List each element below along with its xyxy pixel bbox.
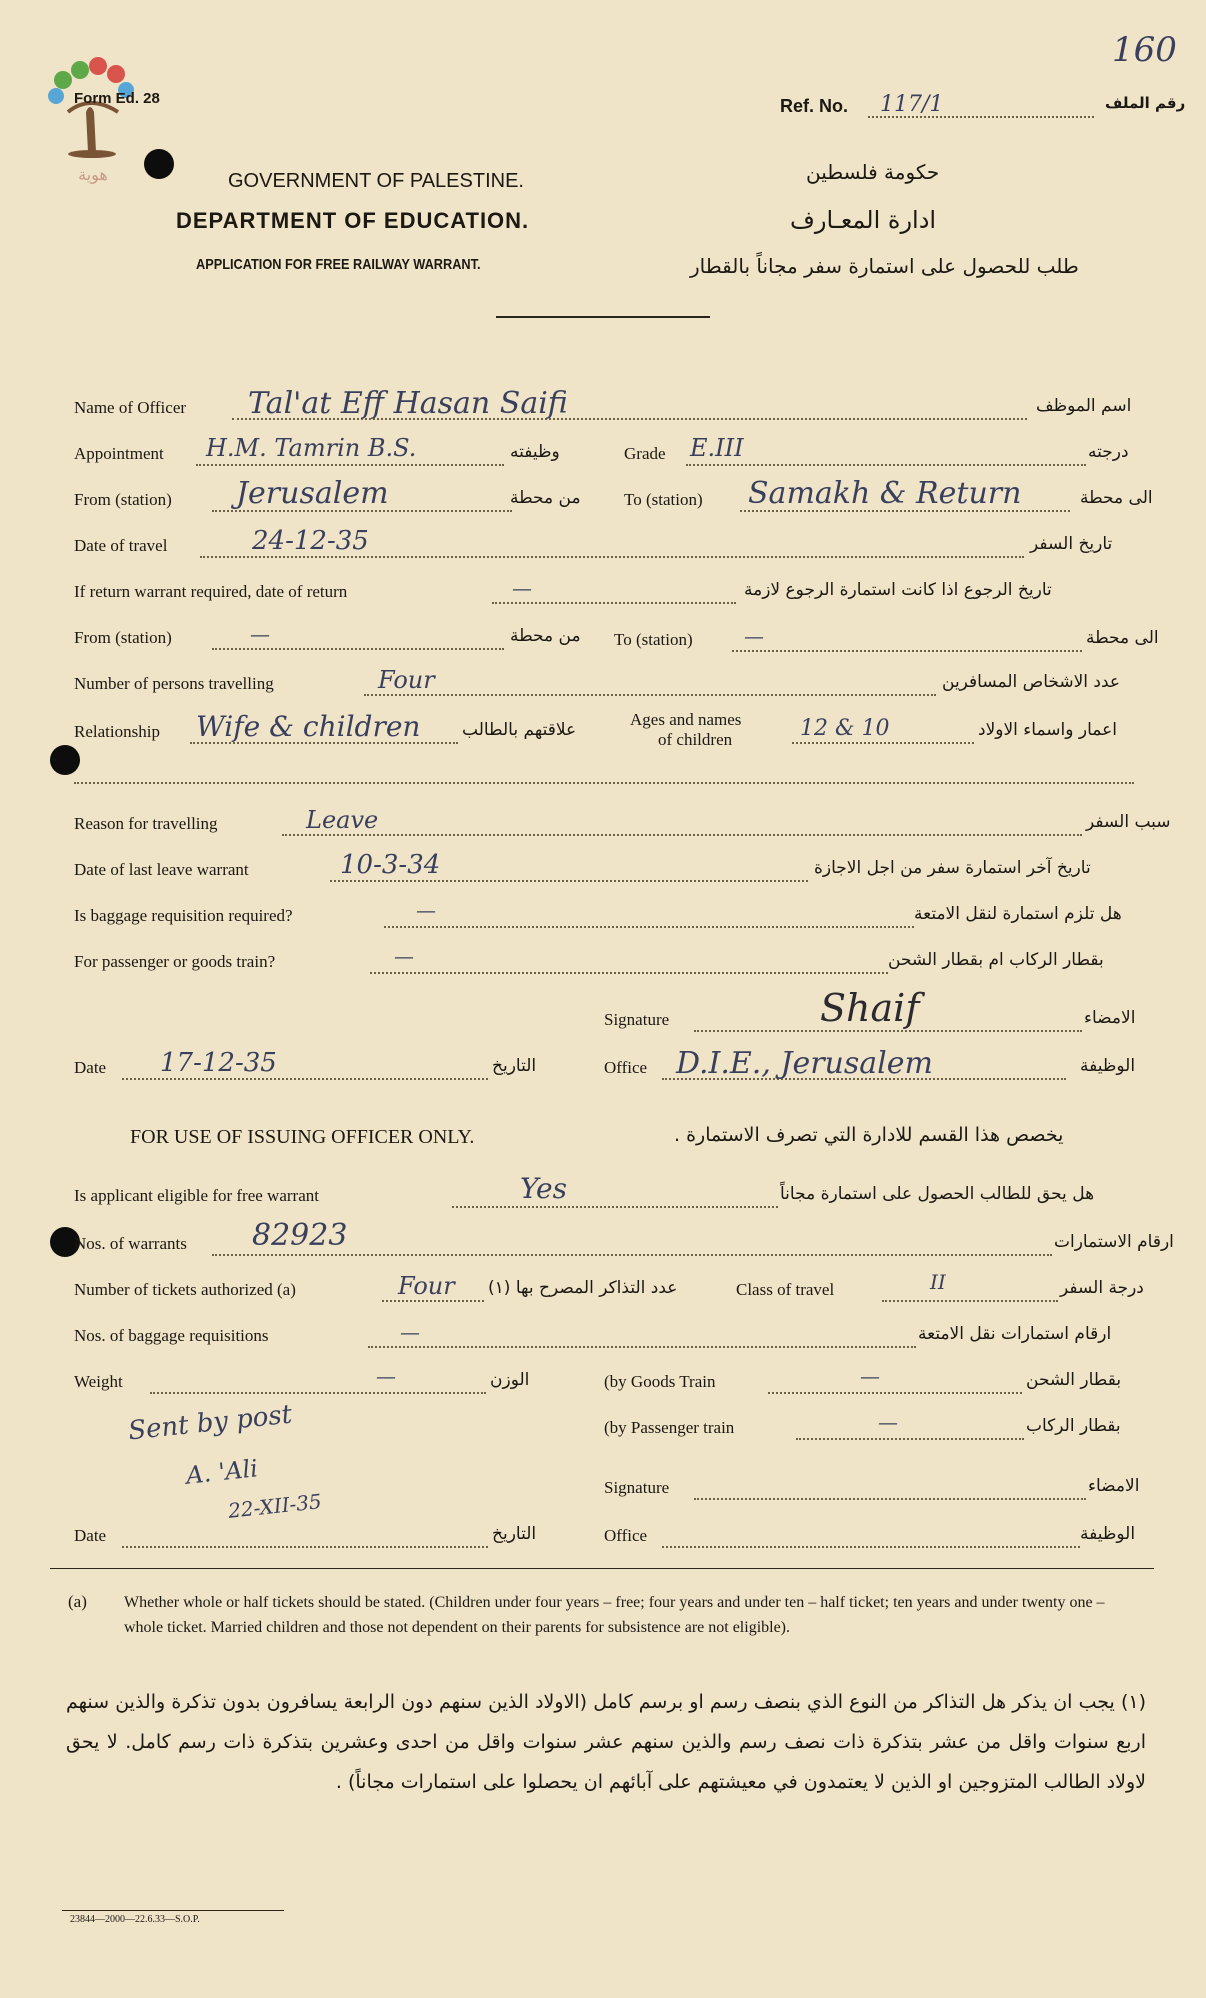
last-leave-label: Date of last leave warrant xyxy=(74,860,249,879)
issuing-date-label-ar: التاريخ xyxy=(492,1524,537,1544)
office-label: Office xyxy=(604,1058,648,1077)
grade-value: E.III xyxy=(690,434,744,462)
appointment-label: Appointment xyxy=(74,444,164,463)
header-divider xyxy=(496,316,710,318)
baggage-value: — xyxy=(416,898,436,922)
to-station-label-ar: الى محطة xyxy=(1080,488,1153,508)
passenger-train-label-ar: بقطار الركاب xyxy=(1026,1416,1121,1436)
note-marker: (a) xyxy=(68,1592,87,1611)
goods-train-label-ar: بقطار الشحن xyxy=(1026,1370,1122,1390)
date-label: Date xyxy=(74,1058,107,1077)
issuing-office-label-ar: الوظيفة xyxy=(1080,1524,1136,1544)
return-date-label: If return warrant required, date of return xyxy=(74,582,348,601)
app-title: APPLICATION FOR FREE RAILWAY WARRANT. xyxy=(196,256,481,273)
grade-label: Grade xyxy=(624,444,666,463)
issuing-section-title: FOR USE OF ISSUING OFFICER ONLY. xyxy=(130,1126,475,1148)
punch-hole xyxy=(144,149,174,179)
class-label: Class of travel xyxy=(736,1280,835,1299)
punch-hole xyxy=(50,745,80,775)
app-title-ar: طلب للحصول على استمارة سفر مجاناً بالقطار xyxy=(690,254,1079,278)
from-station-label: From (station) xyxy=(74,490,172,509)
ages-value: 12 & 10 xyxy=(800,716,890,741)
from-station-label-ar: من محطة xyxy=(510,488,581,508)
from-station-value: Jerusalem xyxy=(236,476,389,511)
last-leave-label-ar: تاريخ آخر استمارة سفر من اجل الاجازة xyxy=(814,858,1091,878)
class-value: II xyxy=(930,1270,946,1294)
date-travel-label: Date of travel xyxy=(74,536,168,555)
goods-train-label: (by Goods Train xyxy=(604,1372,716,1391)
appointment-label-ar: وظيفته xyxy=(510,442,560,462)
gov-title-ar: حكومة فلسطين xyxy=(806,160,940,184)
issuing-signature-label-ar: الامضاء xyxy=(1088,1476,1140,1496)
persons-value: Four xyxy=(378,666,435,694)
gov-title: GOVERNMENT OF PALESTINE. xyxy=(228,170,524,192)
relationship-value: Wife & children xyxy=(196,710,421,743)
tickets-label-ar: عدد التذاكر المصرح بها (١) xyxy=(488,1278,678,1298)
date-travel-label-ar: تاريخ السفر xyxy=(1030,534,1113,554)
passenger-train-value: — xyxy=(878,1410,898,1434)
date-value: 17-12-35 xyxy=(160,1048,277,1078)
ages-label-2: of children xyxy=(658,730,733,749)
signature-label-ar: الامضاء xyxy=(1084,1008,1136,1028)
applicant-signature: Shaif xyxy=(820,986,920,1030)
ref-label: Ref. No. xyxy=(780,96,849,116)
to-station-label: To (station) xyxy=(624,490,703,509)
printer-code: 23844—2000—22.6.33—S.O.P. xyxy=(70,1914,200,1925)
to-station-2-label-ar: الى محطة xyxy=(1086,628,1159,648)
form-number: Form Ed. 28 xyxy=(74,90,160,107)
reason-label-ar: سبب السفر xyxy=(1086,812,1171,832)
tickets-value: Four xyxy=(398,1272,455,1300)
eligible-label-ar: هل يحق للطالب الحصول على استمارة مجاناً xyxy=(780,1184,1095,1204)
grade-label-ar: درجته xyxy=(1088,442,1129,462)
baggage-req-label: Nos. of baggage requisitions xyxy=(74,1326,269,1345)
relationship-label: Relationship xyxy=(74,722,160,741)
weight-label-ar: الوزن xyxy=(490,1370,530,1390)
baggage-label: Is baggage requisition required? xyxy=(74,906,293,925)
from-station-2-label: From (station) xyxy=(74,628,172,647)
weight-label: Weight xyxy=(74,1372,123,1391)
appointment-value: H.M. Tamrin B.S. xyxy=(206,434,417,462)
warrant-nos-label: Nos. of warrants xyxy=(74,1234,187,1253)
dept-title-ar: ادارة المعـارف xyxy=(790,206,937,234)
officer-value: Tal'at Eff Hasan Saifi xyxy=(248,386,568,421)
train-label-ar: بقطار الركاب ام بقطار الشحن xyxy=(888,950,1104,970)
baggage-req-label-ar: ارقام استمارات نقل الامتعة xyxy=(918,1324,1112,1344)
to-station-value: Samakh & Return xyxy=(748,476,1022,511)
page-number: 160 xyxy=(1112,30,1177,70)
persons-label: Number of persons travelling xyxy=(74,674,274,693)
ref-label-ar: رقم الملف xyxy=(1105,94,1186,112)
weight-value: — xyxy=(376,1364,396,1388)
passenger-train-label: (by Passenger train xyxy=(604,1418,735,1437)
office-label-ar: الوظيفة xyxy=(1080,1056,1136,1076)
from-station-2-label-ar: من محطة xyxy=(510,626,581,646)
handnote-sent: Sent by post xyxy=(126,1399,294,1447)
from-station-2-value: — xyxy=(250,622,270,646)
officer-label: Name of Officer xyxy=(74,398,187,417)
ages-label-ar: اعمار واسماء الاولاد xyxy=(978,720,1117,740)
train-label: For passenger or goods train? xyxy=(74,952,276,971)
issuing-date-label: Date xyxy=(74,1526,107,1545)
ages-label: Ages and names xyxy=(630,710,742,729)
note-en: Whether whole or half tickets should be stated. (Children under four years – free; four years and under ten – half ticket; ten years and under twenty one – whole ticket. Married children and those not dependent on their parents for subsistence are not eligible). xyxy=(124,1594,1105,1636)
return-date-label-ar: تاريخ الرجوع اذا كانت استمارة الرجوع لازمة xyxy=(744,580,1052,600)
handnote-initials: A. 'Ali xyxy=(184,1454,260,1490)
last-leave-value: 10-3-34 xyxy=(340,850,441,880)
note-ar: (١) يجب ان يذكر هل التذاكر من النوع الذي بنصف رسم او برسم كامل (الاولاد الذين سنهم دون الرابعة يسافرون بدون تذكرة والذين سنهم اربع سنوات واقل من عشر بتذكرة ذات نصف رسم والذين سنهم عشر سنوات واقل من احدى وعشرين بتذكرة ذات رسم كامل. لا يحق لاولاد الطالب المتزوجين او الذين لا يعتمدون في معيشتهم على آبائهم ان يحصلوا على استمارات مجاناً) . xyxy=(66,1691,1146,1793)
tickets-label: Number of tickets authorized (a) xyxy=(74,1280,296,1299)
officer-label-ar: اسم الموظف xyxy=(1036,396,1132,416)
return-date-value: — xyxy=(512,576,532,600)
reason-label: Reason for travelling xyxy=(74,814,218,833)
warrant-nos-label-ar: ارقام الاستمارات xyxy=(1054,1232,1174,1252)
class-label-ar: درجة السفر xyxy=(1060,1278,1144,1298)
tree-logo xyxy=(38,52,148,192)
to-station-2-label: To (station) xyxy=(614,630,693,649)
issuing-signature-label: Signature xyxy=(604,1478,670,1497)
ref-value: 117/1 xyxy=(880,92,944,117)
eligible-value: Yes xyxy=(520,1172,567,1205)
date-travel-value: 24-12-35 xyxy=(252,526,369,556)
persons-label-ar: عدد الاشخاص المسافرين xyxy=(942,672,1121,692)
date-label-ar: التاريخ xyxy=(492,1056,537,1076)
signature-label: Signature xyxy=(604,1010,670,1029)
dept-title: DEPARTMENT OF EDUCATION. xyxy=(176,208,530,233)
svg-text:هوية: هوية xyxy=(78,165,108,184)
goods-train-value: — xyxy=(860,1364,880,1388)
issuing-office-label: Office xyxy=(604,1526,648,1545)
office-value: D.I.E., Jerusalem xyxy=(676,1046,933,1081)
baggage-label-ar: هل تلزم استمارة لنقل الامتعة xyxy=(914,904,1122,924)
to-station-2-value: — xyxy=(744,624,764,648)
warrant-nos-value: 82923 xyxy=(252,1218,348,1253)
issuing-section-title-ar: يخصص هذا القسم للادارة التي تصرف الاستمارة . xyxy=(674,1124,1064,1146)
relationship-label-ar: علاقتهم بالطالب xyxy=(462,720,577,740)
notes-divider xyxy=(50,1568,1154,1569)
handnote-date: 22-XII-35 xyxy=(227,1489,323,1523)
train-value: — xyxy=(394,944,414,968)
baggage-req-value: — xyxy=(400,1320,420,1344)
reason-value: Leave xyxy=(306,806,379,834)
eligible-label: Is applicant eligible for free warrant xyxy=(74,1186,319,1205)
